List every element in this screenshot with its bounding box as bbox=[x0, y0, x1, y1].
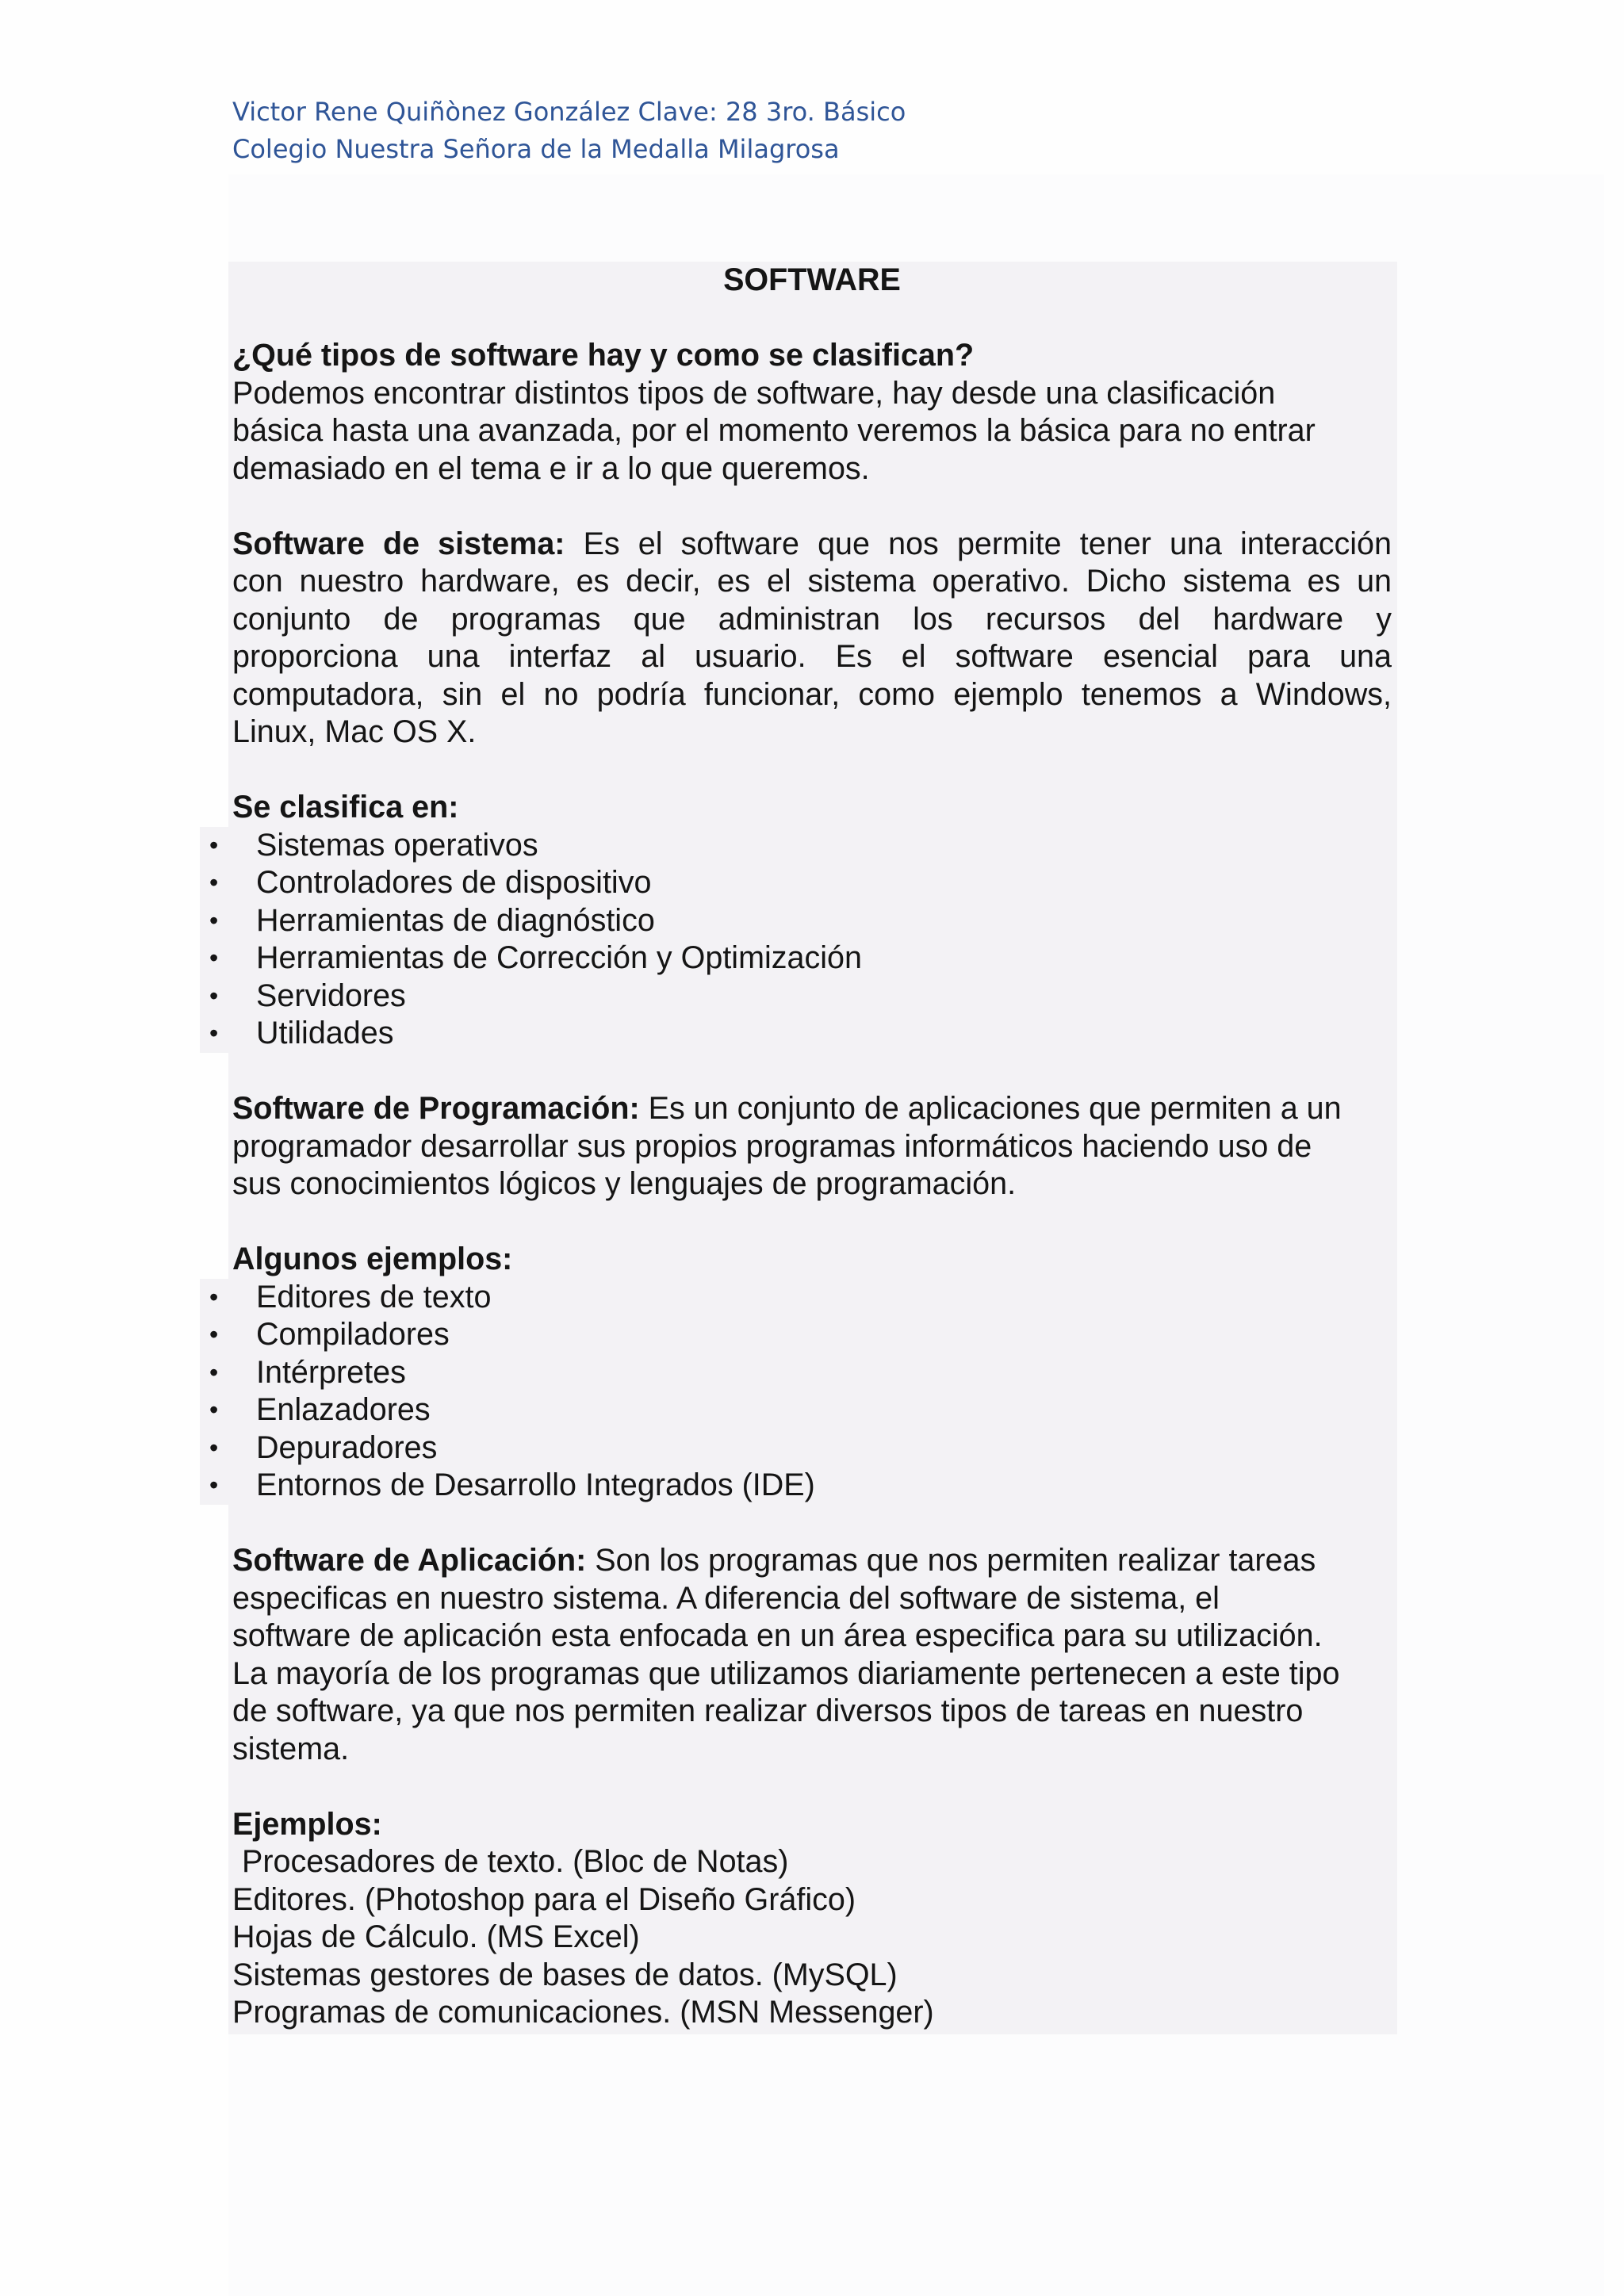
bullet-icon: • bbox=[209, 1471, 219, 1499]
header-student-line: Victor Rene Quiñònez González Clave: 28 3ro. Básico bbox=[232, 97, 906, 127]
aplicacion-paragraph-first-line bbox=[232, 1542, 1392, 1580]
bullet-icon: • bbox=[209, 1433, 219, 1462]
aplicacion-examples-heading: Ejemplos: bbox=[232, 1806, 382, 1842]
sistema-text: Es el software que nos permite tener una interacción bbox=[565, 526, 1392, 561]
programacion-line: sus conocimientos lógicos y lenguajes de programación. bbox=[232, 1166, 1017, 1201]
list-item: • Depuradores bbox=[232, 1429, 1392, 1468]
aplicacion-line: sistema. bbox=[232, 1731, 350, 1766]
sistema-line: con nuestro hardware, es decir, es el sistema operativo. Dicho sistema es un bbox=[232, 564, 1392, 599]
programacion-list-heading: Algunos ejemplos: bbox=[232, 1242, 513, 1276]
sistema-line: computadora, sin el no podría funcionar, como ejemplo tenemos a Windows, bbox=[232, 676, 1392, 712]
bullet-icon: • bbox=[209, 905, 219, 935]
example-line: Editores. (Photoshop para el Diseño Gráfico) bbox=[232, 1881, 856, 1917]
list-item: • Herramientas de diagnóstico bbox=[232, 902, 1392, 940]
bullet-icon: • bbox=[209, 1357, 219, 1387]
intro-question: ¿Qué tipos de software hay y como se clasifican? bbox=[232, 338, 975, 373]
list-item: • Enlazadores bbox=[232, 1391, 1392, 1429]
aplicacion-line: especificas en nuestro sistema. A diferencia del software de sistema, el bbox=[232, 1580, 1220, 1616]
list-item: • Intérpretes bbox=[232, 1354, 1392, 1392]
document-body bbox=[209, 262, 1392, 2032]
example-line: Programas de comunicaciones. (MSN Messenger) bbox=[232, 1995, 934, 2030]
example-line: Procesadores de texto. (Bloc de Notas) bbox=[242, 1844, 789, 1879]
aplicacion-line: La mayoría de los programas que utilizamos diariamente pertenecen a este tipo bbox=[232, 1655, 1340, 1691]
sistema-list-heading: Se clasifica en: bbox=[232, 790, 459, 825]
aplicacion-line: software de aplicación esta enfocada en un área especifica para su utilización. bbox=[232, 1618, 1323, 1653]
sistema-line: conjunto de programas que administran los recursos del hardware y bbox=[232, 601, 1392, 637]
programacion-label: Software de Programación: bbox=[232, 1091, 640, 1126]
list-item: • Utilidades bbox=[232, 1015, 1392, 1053]
list-item: • Controladores de dispositivo bbox=[232, 864, 1392, 902]
list-item: • Entornos de Desarrollo Integrados (IDE) bbox=[232, 1467, 1392, 1505]
list-item: • Servidores bbox=[232, 978, 1392, 1016]
aplicacion-label: Software de Aplicación: bbox=[232, 1543, 587, 1578]
aplicacion-text: Son los programas que nos permiten realizar tareas bbox=[586, 1543, 1316, 1578]
intro-line: Podemos encontrar distintos tipos de software, hay desde una clasificación bbox=[232, 375, 1276, 411]
bullet-icon: • bbox=[209, 830, 219, 859]
bullet-icon: • bbox=[209, 1019, 219, 1047]
list-item: • Editores de texto bbox=[232, 1279, 1392, 1317]
list-item: • Herramientas de Corrección y Optimización bbox=[232, 939, 1392, 978]
bullet-icon: • bbox=[209, 868, 219, 897]
bullet-icon: • bbox=[209, 1395, 219, 1424]
sistema-paragraph-first-line bbox=[232, 526, 1392, 564]
sistema-line: Linux, Mac OS X. bbox=[232, 714, 477, 749]
bullet-icon: • bbox=[209, 981, 219, 1010]
bullet-icon: • bbox=[209, 943, 219, 972]
programacion-list bbox=[209, 1279, 1392, 1505]
example-line: Hojas de Cálculo. (MS Excel) bbox=[232, 1919, 640, 1954]
page-title: SOFTWARE bbox=[723, 262, 901, 297]
programacion-line: programador desarrollar sus propios programas informáticos haciendo uso de bbox=[232, 1128, 1312, 1164]
sistema-label: Software de sistema: bbox=[232, 526, 565, 561]
aplicacion-line: de software, ya que nos permiten realizar diversos tipos de tareas en nuestro bbox=[232, 1693, 1304, 1728]
sistema-list bbox=[209, 827, 1392, 1053]
programacion-paragraph-first-line bbox=[232, 1090, 1392, 1128]
bullet-icon: • bbox=[209, 1320, 219, 1349]
page-header bbox=[232, 94, 906, 168]
bullet-icon: • bbox=[209, 1282, 219, 1311]
example-line: Sistemas gestores de bases de datos. (MySQL) bbox=[232, 1957, 898, 1992]
list-item: • Sistemas operativos bbox=[232, 827, 1392, 865]
header-school-line: Colegio Nuestra Señora de la Medalla Milagrosa bbox=[232, 134, 840, 164]
sistema-line: proporciona una interfaz al usuario. Es el software esencial para una bbox=[232, 639, 1392, 674]
intro-line: básica hasta una avanzada, por el momento veremos la básica para no entrar bbox=[232, 413, 1316, 448]
list-item: • Compiladores bbox=[232, 1316, 1392, 1354]
programacion-text: Es un conjunto de aplicaciones que permiten a un bbox=[639, 1091, 1342, 1126]
intro-line: demasiado en el tema e ir a lo que queremos. bbox=[232, 450, 870, 486]
